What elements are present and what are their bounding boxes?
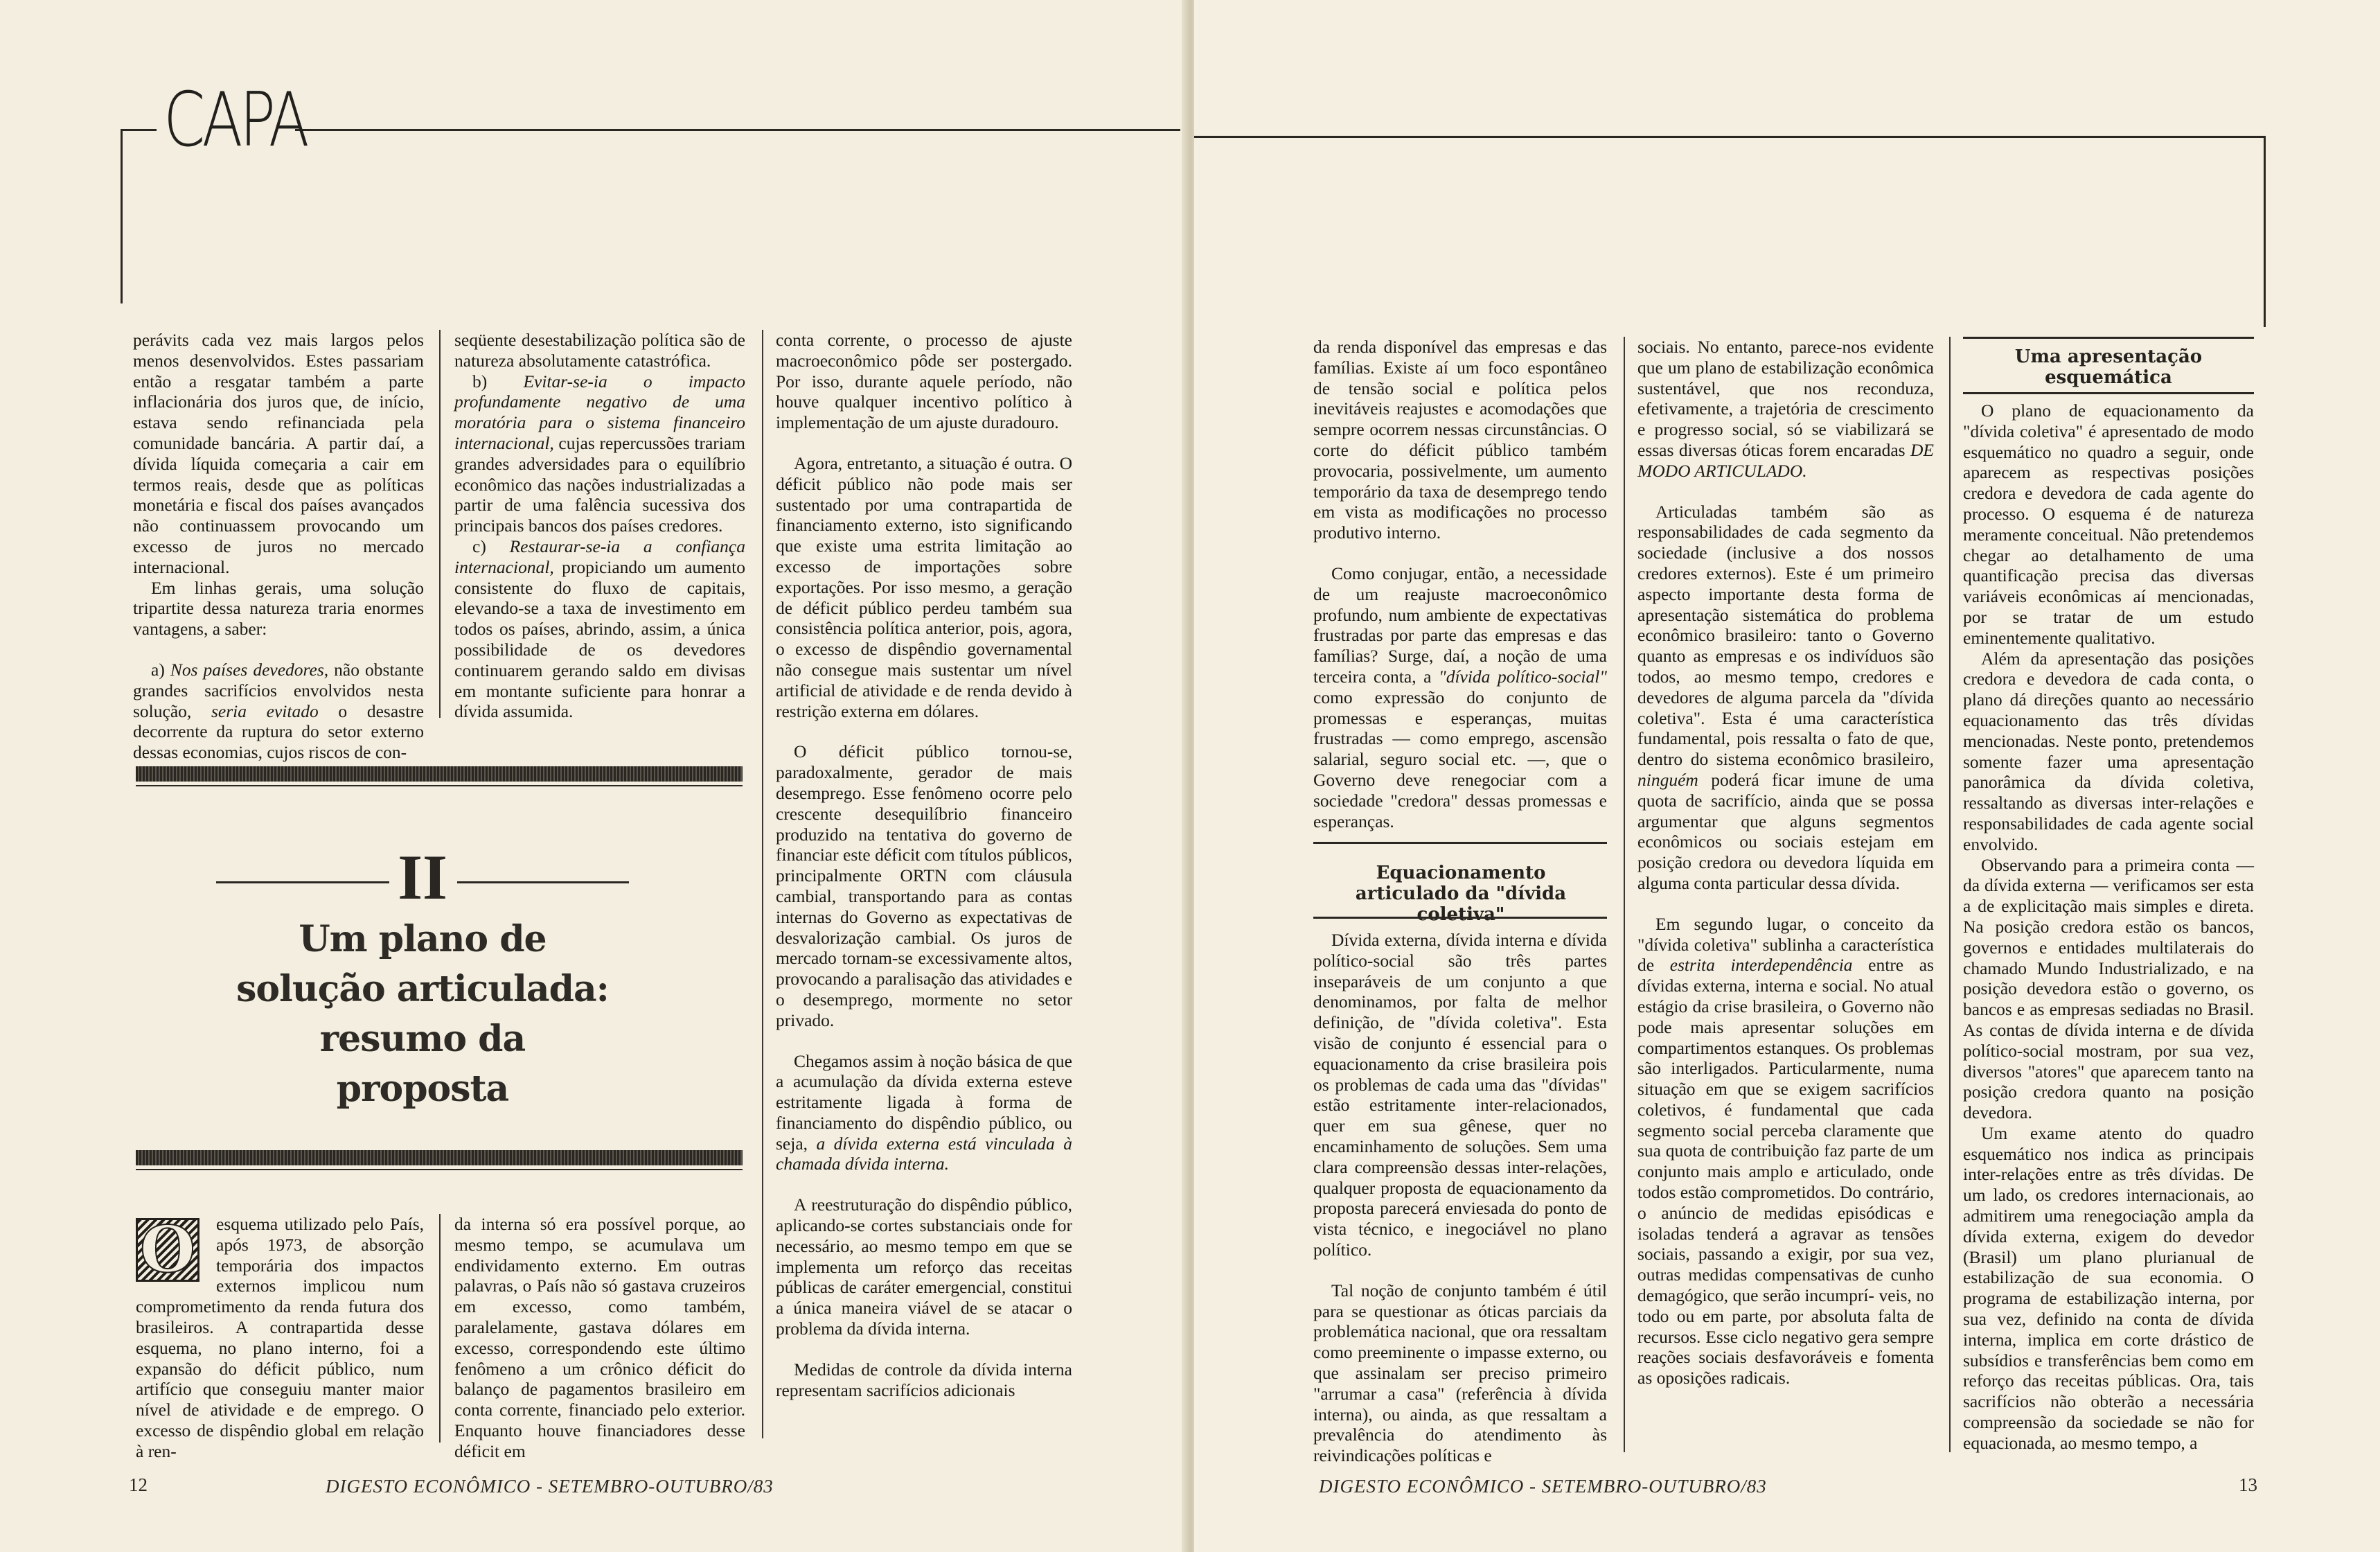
paragraph: Articuladas também são as responsabilidades de cada segmento da sociedade (inclusive a dos nossos credores externos). Este é um primeiro aspecto importante desta forma de apresentação sistemática do problema econômico brasileiro: tanto o Governo quanto as empresas e os indivíduos são todos, ao mesmo tempo, credores e devedores de alguma parcela da "dívida coletiva". Esta é uma característica fundamental, pois ressalta o fato de que, dentro do sistema econômico brasileiro, ninguém poderá ficar imune de uma quota de sacrifício, ainda que se possa argumentar que alguns segmentos econômicos ou sociais estejam em posição credora ou devedora líquida em alguma conta particular dessa dívida. (1637, 501, 1934, 893)
paragraph: seqüente desestabilização política são de natureza absolutamente catastrófica. (454, 330, 745, 371)
paragraph: Além da apresentação das posições credora e devedora de cada conta, o plano dá direções quanto ao necessário equacionamento das três dívidas mencionadas. Neste ponto, pretendemos somente fazer uma apresentação panorâmica da dívida coletiva, ressaltando as diversas inter-relações e responsabilidades de cada agente social envolvido. (1963, 648, 2254, 854)
paragraph: perávits cada vez mais largos pelos menos desenvolvidos. Estes passariam então a resgatar também a parte inflacionária dos juros que, de início, estava sendo refinanciada pela comunidade bancária. A partir daí, a dívida líquida começaria a cair em termos reais, desde que as políticas monetária e fiscal dos países avançados não continuassem provocando um excesso de juros no mercado internacional. (133, 330, 424, 577)
paragraph: da renda disponível das empresas e das famílias. Existe aí um foco espontâneo de tensão social e política pelos inevitáveis reajustes e acomodações que sempre ocorrem nessas circunstâncias. O corte do déficit público também provocaria, possivelmente, um aumento temporário da taxa de desemprego tendo em vista as modificações no processo produtivo interno. (1313, 337, 1607, 543)
column-divider (1624, 337, 1625, 1452)
paragraph: O plano de equacionamento da "dívida coletiva" é apresentado de modo esquemático no quadro a seguir, onde aparecem as respectivas posições credora e devedora de cada agente do processo. O esquema é de natureza meramente conceitual. Não pretendemos chegar ao detalhamento de uma quantificação precisa das diversas variáveis econômicas aí mencionadas, por se tratar de um estudo eminentemente qualitativo. (1963, 400, 2254, 648)
footer: DIGESTO ECONÔMICO - SETEMBRO-OUTUBRO/83 (326, 1476, 774, 1497)
column-divider (439, 1214, 441, 1443)
paragraph: Dívida externa, dívida interna e dívida político-social são três partes inseparáveis de um conjunto a que denominamos, por falta de melhor definição, de "dívida coletiva". Esta visão de conjunto é essencial para o equacionamento da crise brasileira pois os problemas de cada uma das "dívidas" estão estritamente inter-relacionados, quer em sua gênese, quer no encaminhamento de soluções. Sem uma clara compreensão dessas inter-relações, qualquer proposta de equacionamento da proposta parecerá enviesada do ponto de vista técnico, e inegociável no plano político. (1313, 930, 1607, 1260)
paragraph: Medidas de controle da dívida interna representam sacrifícios adicionais (776, 1359, 1072, 1400)
frame-left-rule (121, 129, 123, 303)
part-number: II (398, 842, 447, 912)
column-divider (762, 330, 763, 1438)
left-column-3 (776, 330, 1072, 1420)
box-rule (1313, 917, 1607, 919)
box-title: Uma apresentação esquemática (2014, 346, 2203, 388)
footer: DIGESTO ECONÔMICO - SETEMBRO-OUTUBRO/83 (1319, 1476, 1767, 1497)
decorative-rule (136, 766, 743, 782)
right-column-3 (1963, 400, 2254, 1474)
page-number: 13 (2239, 1474, 2257, 1495)
paragraph: Observando para a primeira conta — da dívida externa — verificamos ser esta a de explicitação mais simples e direta. Na posição credora estão os bancos, governos e entidades multilaterais do chamado Mundo Industrializado, e na posição devedora estão o governo, os bancos e as empresas sediadas no Brasil. As contas de dívida interna e de dívida político-social mostram, por sua vez, diversos "atores" que aparecem tanto na posição credora quanto na posição devedora. (1963, 854, 2254, 1123)
left-page (0, 0, 1187, 1552)
paragraph: b) Evitar-se-ia o impacto profundamente negativo de uma moratória para o sistema financeiro internacional, cujas repercussões trariam grandes adversidades para o equilíbrio econômico das nações industrializadas a partir de uma falência sucessiva dos principais bancos dos países credores. (454, 371, 745, 536)
right-column-2 (1637, 337, 1934, 1409)
paragraph: sociais. No entanto, parece-nos evidente que um plano de estabilização econômica sustentável, que nos reconduza, efetivamente, a trajetória de crescimento e progresso social, só se viabilizará se essas diversas óticas forem encaradas DE MODO ARTICULADO. (1637, 337, 1934, 481)
paragraph: a) Nos países devedores, não obstante grandes sacrifícios envolvidos nesta solução, seria evitado o desastre decorrente da ruptura do setor externo dessas economias, cujos riscos de con- (133, 659, 424, 763)
paragraph: Agora, entretanto, a situação é outra. O déficit público não pode mais ser sustentado por uma contrapartida de financiamento externo, isto significando que existe uma estrita limitação ao excesso de importações sobre exportações. Por isso mesmo, a geração de déficit público perdeu também sua consistência política anterior, pois, agora, o excesso de dispêndio governamental não consegue mais sustentar um nível artificial de atividade e de renda devido à restrição externa em dólares. (776, 452, 1072, 721)
column-divider (1949, 337, 1951, 1452)
frame-right-rule (2264, 136, 2266, 327)
paragraph: conta corrente, o processo de ajuste macroeconômico pôde ser postergado. Por isso, durante aquele período, não houve qualquer incentivo político à implementação de um ajuste duradouro. (776, 330, 1072, 433)
page-number: 12 (129, 1474, 148, 1495)
paragraph: Em linhas gerais, uma solução tripartite dessa natureza traria enormes vantagens, a saber: (133, 577, 424, 640)
part-rule-right (457, 881, 629, 883)
paragraph: A reestruturação do dispêndio público, aplicando-se cortes substanciais onde for necessário, ao mesmo tempo em que se implementa um reforço das receitas públicas de caráter emergencial, constitui a única maneira viável de se atacar o problema da dívida interna. (776, 1194, 1072, 1339)
part-title: Um plano de solução articulada: resumo da proposta (236, 918, 609, 1110)
paragraph: Tal noção de conjunto também é útil para se questionar as óticas parciais da problemática nacional, que ora ressaltam como preeminente o impasse externo, ou que assinalam ser preciso primeiro "arrumar a casa" (referência à dívida interna), ou ainda, as que ressaltam a prevalência do atendimento às reivindicações políticas e (1313, 1280, 1607, 1466)
paragraph: esquema utilizado pelo País, após 1973, de absorção temporária dos impactos externos implicou num comprometimento da renda futura dos brasileiros. A contrapartida desse esquema, no plano interno, foi a expansão do déficit público, num artifício que conseguiu manter maior nível de atividade e de emprego. O excesso de dispêndio global em relação à ren- (136, 1214, 424, 1461)
decorative-rule (136, 1150, 743, 1165)
box-title: Equacionamento articulado da "dívida coletiva" (1355, 863, 1567, 925)
box-rule (1963, 392, 2254, 394)
paragraph: Como conjugar, então, a necessidade de um reajuste macroeconômico profundo, num ambiente de expectativas frustradas por parte das empresas e das famílias? Surge, daí, a noção de uma terceira conta, a "dívida político-social" como expressão do conjunto de promessas e esperanças, muitas frustradas — como emprego, ascensão salarial, seguro social etc. —, que o Governo deve renegociar com a sociedade "credora" dessas promessas e esperanças. (1313, 563, 1607, 831)
paragraph: Em segundo lugar, o conceito da "dívida coletiva" sublinha a característica de estrita interdependência entre as dívidas externa, interna e social. No atual estágio da crise brasileira, o Governo não pode mais apresentar soluções em compartimentos estanques. Os problemas são interligados. Particularmente, numa situação em que se exigem sacrifícios coletivos, é fundamental que cada segmento social perceba claramente que sua quota de contribuição faz parte de um conjunto mais amplo e articulado, onde todos estão comprometidos. Do contrário, o anúncio de medidas episódicas e isoladas tenderá a agravar as tensões sociais, passando a exigir, por sua vez, outras medidas compensativas de cunho demagógico, que serão incumprí- veis, no todo ou em parte, por absoluta falta de recursos. Esse ciclo negativo gera sempre reações sociais desfavoráveis e fomenta as oposições radicais. (1637, 913, 1934, 1388)
right-page (1194, 0, 2380, 1552)
box-rule (1313, 842, 1607, 844)
left-column-2 (454, 330, 745, 742)
dropcap: O (136, 1218, 199, 1282)
paragraph: c) Restaurar-se-ia a confiança internacional, propiciando um aumento consistente do fluxo de capitais, elevando-se a taxa de investimento em todos os países, abrindo, assim, a única possibilidade de os devedores continuarem gerando saldo em divisas em montante suficiente para honrar a dívida assumida. (454, 536, 746, 722)
left-bottom-column-2 (454, 1214, 745, 1482)
paragraph: Um exame atento do quadro esquemático nos indica as principais inter-relações entre as três dívidas. De um lado, os credores internacionais, ao admitirem uma renegociação ampla da dívida externa, exigem do devedor (Brasil) um plano plurianual de estabilização de sua economia. O programa de estabilização interna, por sua vez, definido na conta de dívida interna, implica em corte drástico de subsídios e transferências bem como em reforço das receitas públicas. Ora, tais sacrifícios não obterão a necessária compreensão da sociedade se não for equacionada, ao mesmo tempo, a (1963, 1122, 2254, 1453)
right-column-1-continued (1313, 930, 1607, 1486)
part-rule-left (216, 881, 389, 883)
paragraph: Chegamos assim à noção básica de que a acumulação da dívida externa esteve estritamente ligada à forma de financiamento do dispêndio público, ou seja, a dívida externa está vinculada à chamada dívida interna. (776, 1050, 1072, 1174)
left-column-1 (133, 330, 424, 783)
left-bottom-column-1 (136, 1214, 424, 1482)
column-divider (439, 330, 441, 718)
paragraph: da interna só era possível porque, ao mesmo tempo, se acumulava um endividamento externo. Em outras palavras, o País não só gastava cruzeiros em excesso, como também, paralelamente, gastava dólares em excesso, correspondendo este último fenômeno a um crônico déficit do balanço de pagamentos brasileiro em conta corrente, financiado pelo exterior. Enquanto houve financiadores desse déficit em (454, 1214, 745, 1461)
box-rule (1963, 337, 2254, 339)
header-rule (1194, 136, 2265, 138)
right-column-1 (1313, 337, 1607, 852)
paragraph: O déficit público tornou-se, paradoxalmente, gerador de mais desemprego. Esse fenômeno ocorre pelo crescente desequilíbrio financeiro produzido na tentativa do governo de financiar este déficit com títulos públicos, principalmente ORTN com cláusula cambial, transportando para as contas internas do Governo as expectativas de desvalorização cambial. Os juros de mercado tornam-se excessivamente altos, provocando a paralisação das atividades e o desemprego, mormente no setor privado. (776, 741, 1072, 1030)
section-header: CAPA (163, 77, 306, 164)
